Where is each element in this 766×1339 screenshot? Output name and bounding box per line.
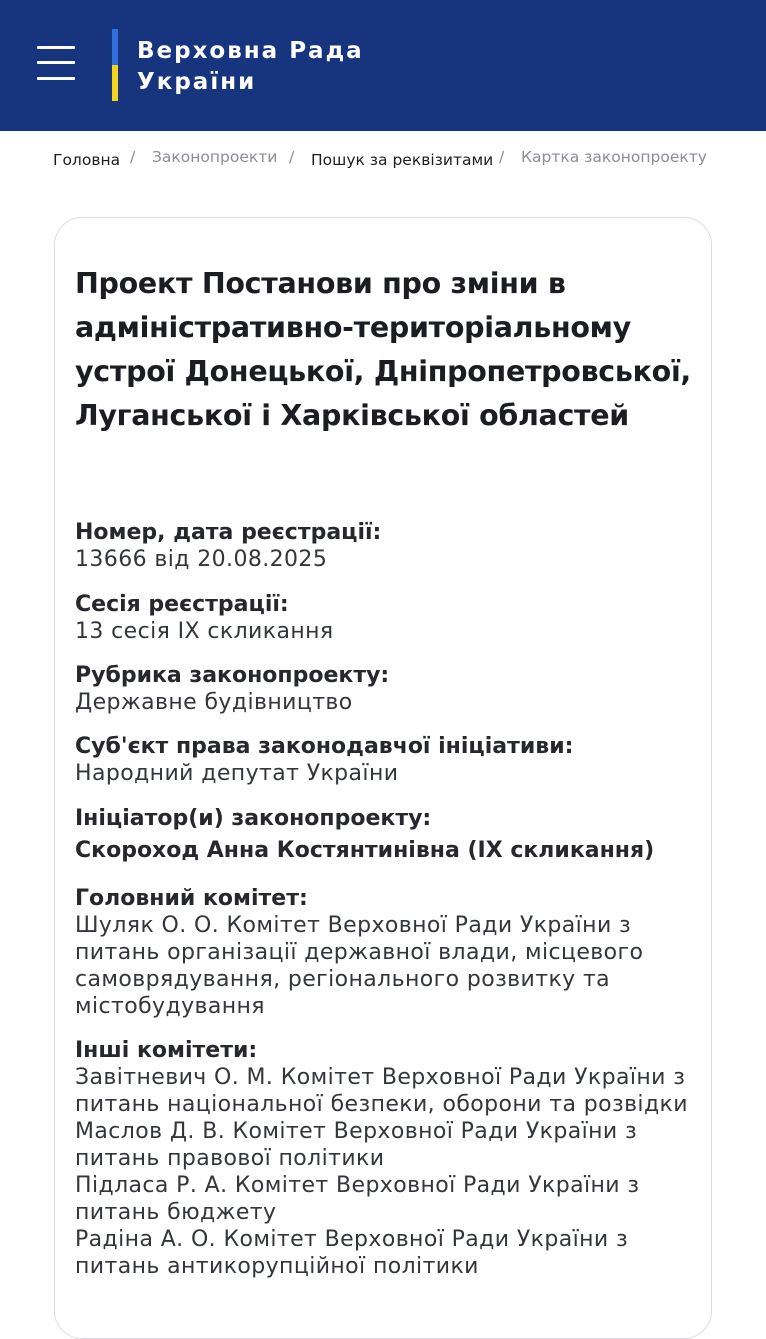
breadcrumb-home[interactable]: Головна bbox=[53, 151, 121, 169]
logo-line-2: України bbox=[137, 69, 257, 95]
subject-value: Народний депутат України bbox=[75, 761, 399, 786]
bill-title: Проект Постанови про зміни в адміністративно-територіальному устрої Донецької, Дніпропетровської, Луганської і Харківської областей bbox=[75, 267, 691, 432]
site-logo[interactable] bbox=[137, 36, 364, 98]
initiator-link[interactable]: Скороход Анна Костянтинівна (IX скликання) bbox=[75, 838, 655, 863]
other-committees-value bbox=[75, 1064, 715, 1280]
other-committee-line: Радіна А. О. Комітет Верховної Ради України з bbox=[75, 1227, 629, 1252]
main-committee-line: питань організації державної влади, місцевого bbox=[75, 940, 644, 965]
other-committees-label: Інші комітети: bbox=[75, 1038, 258, 1063]
other-committee-line: питань національної безпеки, оборони та розвідки bbox=[75, 1092, 688, 1117]
other-committee-line: питань бюджету bbox=[75, 1200, 277, 1225]
other-committee-line: Маслов Д. В. Комітет Верховної Ради України з bbox=[75, 1119, 638, 1144]
main-committee-label: Головний комітет: bbox=[75, 886, 308, 911]
registration-label: Номер, дата реєстрації: bbox=[75, 520, 382, 545]
main-committee-line: містобудування bbox=[75, 994, 265, 1019]
other-committee-line: Підласа Р. А. Комітет Верховної Ради України з bbox=[75, 1173, 640, 1198]
flag-icon bbox=[112, 29, 118, 101]
breadcrumb-search[interactable]: Пошук за реквізитами bbox=[311, 151, 494, 169]
subject-label: Суб'єкт права законодавчої ініціативи: bbox=[75, 734, 574, 759]
breadcrumb-bills[interactable]: Законопроекти bbox=[152, 148, 278, 166]
session-value: 13 сесія IX скликання bbox=[75, 619, 334, 644]
site-header bbox=[0, 0, 766, 131]
other-committee-line: питань правової політики bbox=[75, 1146, 385, 1171]
breadcrumb-separator: / bbox=[499, 148, 505, 166]
other-committee-line: Завітневич О. М. Комітет Верховної Ради України з bbox=[75, 1065, 686, 1090]
main-committee-line: самоврядування, регіонального розвитку та bbox=[75, 967, 611, 992]
breadcrumb bbox=[53, 148, 753, 176]
other-committee-line: питань антикорупційної політики bbox=[75, 1254, 479, 1279]
registration-value: 13666 від 20.08.2025 bbox=[75, 547, 328, 572]
breadcrumb-separator: / bbox=[289, 148, 295, 166]
breadcrumb-current: Картка законопроекту bbox=[521, 148, 707, 166]
menu-icon[interactable] bbox=[37, 44, 77, 82]
breadcrumb-separator: / bbox=[130, 148, 136, 166]
rubric-label: Рубрика законопроекту: bbox=[75, 663, 390, 688]
session-label: Сесія реєстрації: bbox=[75, 592, 289, 617]
rubric-value: Державне будівництво bbox=[75, 690, 353, 715]
initiators-label: Ініціатор(и) законопроекту: bbox=[75, 806, 432, 831]
main-committee-line: Шуляк О. О. Комітет Верховної Ради України з bbox=[75, 913, 632, 938]
logo-line-1: Верховна Рада bbox=[137, 38, 364, 64]
main-committee-value bbox=[75, 912, 715, 1020]
